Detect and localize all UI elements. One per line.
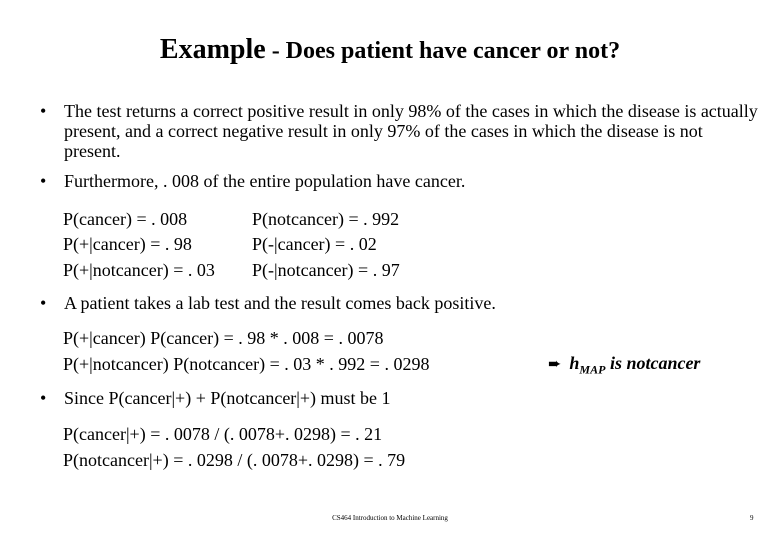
bullet-marker: •: [40, 101, 47, 121]
title-rest: - Does patient have cancer or not?: [265, 38, 621, 64]
hmap-h: h: [569, 353, 580, 373]
calc-notcancer: P(+|notcancer) P(notcancer) = . 03 * . 992 = . 0298: [63, 354, 430, 374]
slide-title: [0, 33, 780, 68]
posterior-cancer: P(cancer|+) = . 0078 / (. 0078+. 0298) = . 21: [63, 424, 383, 444]
page-number: 9: [750, 514, 754, 522]
bullet-text: The test returns a correct positive result in only 98% of the cases in which the disease is actually present, and a correct negative result in only 97% of the cases in which the disease is not present.: [64, 101, 758, 161]
slide-footer: CS464 Introduction to Machine Learning: [332, 514, 448, 522]
prob-cancer: P(cancer) = . 008: [63, 209, 188, 229]
bullet-text: Furthermore, . 008 of the entire population have cancer.: [64, 171, 466, 191]
bullet-lab-test: [40, 293, 760, 313]
conclusion-hmap: [548, 353, 700, 380]
bullet-marker: •: [40, 388, 47, 408]
prob-neg-given-cancer: P(-|cancer) = . 02: [252, 234, 377, 254]
prob-notcancer: P(notcancer) = . 992: [252, 209, 400, 229]
prob-pos-given-notcancer: P(+|notcancer) = . 03: [63, 260, 215, 280]
prob-pos-given-cancer: P(+|cancer) = . 98: [63, 234, 192, 254]
bullet-text: Since P(cancer|+) + P(notcancer|+) must be 1: [64, 388, 391, 408]
posterior-notcancer: P(notcancer|+) = . 0298 / (. 0078+. 0298) = . 79: [63, 450, 406, 470]
bullet-text: A patient takes a lab test and the result comes back positive.: [64, 293, 496, 313]
bullet-test-accuracy: [40, 101, 760, 161]
arrow-right-icon: ➨: [548, 354, 562, 373]
bullet-population: [40, 171, 760, 191]
bullet-marker: •: [40, 171, 47, 191]
hmap-subscript: MAP: [579, 362, 606, 377]
hmap-text: is notcancer: [605, 353, 701, 373]
bullet-marker: •: [40, 293, 47, 313]
calc-cancer: P(+|cancer) P(cancer) = . 98 * . 008 = . 0078: [63, 328, 384, 348]
bullet-sum-to-one: [40, 388, 760, 408]
prob-neg-given-notcancer: P(-|notcancer) = . 97: [252, 260, 400, 280]
title-main: Example: [159, 34, 266, 65]
